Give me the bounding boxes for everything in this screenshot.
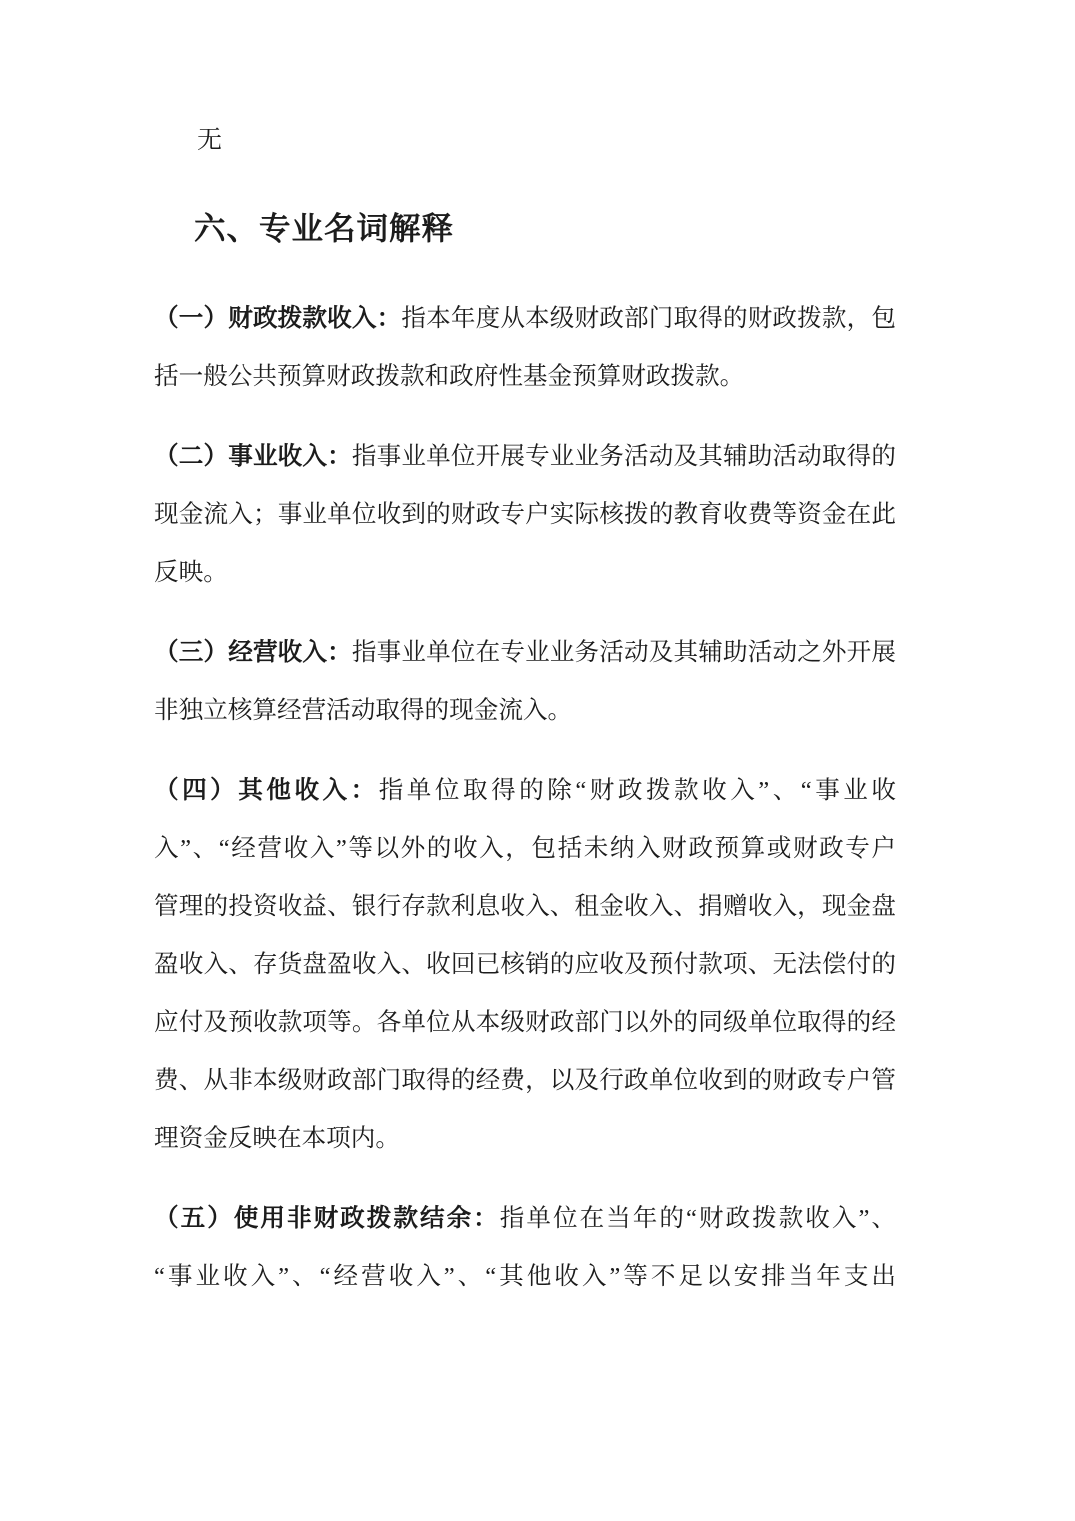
definition-term: （三）经营收入： <box>154 639 352 666</box>
text-line: （四）其他收入：指单位取得的除“财政拨款收入”、“事业收 <box>154 777 896 804</box>
definition-paragraph <box>154 624 896 740</box>
text-line: （三）经营收入：指事业单位在专业业务活动及其辅助活动之外开展 <box>154 639 896 666</box>
text-line: 括一般公共预算财政拨款和政府性基金预算财政拨款。 <box>154 363 745 390</box>
definition-term: （五）使用非财政拨款结余： <box>154 1205 500 1232</box>
text-line: 盈收入、存货盘盈收入、收回已核销的应收及预付款项、无法偿付的 <box>154 951 896 978</box>
text-line: 理资金反映在本项内。 <box>154 1125 400 1152</box>
text-line: 现金流入；事业单位收到的财政专户实际核拨的教育收费等资金在此 <box>154 501 896 528</box>
definition-term: （二）事业收入： <box>154 443 352 470</box>
text-line: 费、从非本级财政部门取得的经费，以及行政单位收到的财政专户管 <box>154 1067 896 1094</box>
text-line: 管理的投资收益、银行存款利息收入、租金收入、捐赠收入，现金盘 <box>154 893 896 920</box>
document-body <box>154 0 896 1306</box>
text-line: 非独立核算经营活动取得的现金流入。 <box>154 697 573 724</box>
section-heading: 六、专业名词解释 <box>194 211 455 246</box>
terminology-definitions <box>154 290 896 1306</box>
text-line: “事业收入”、“经营收入”、“其他收入”等不足以安排当年支出 <box>154 1263 896 1290</box>
text-line: （五）使用非财政拨款结余：指单位在当年的“财政拨款收入”、 <box>154 1205 896 1232</box>
text-line: （二）事业收入：指事业单位开展专业业务活动及其辅助活动取得的 <box>154 443 896 470</box>
definition-paragraph <box>154 762 896 1168</box>
definition-paragraph <box>154 290 896 406</box>
text-line: （一）财政拨款收入：指本年度从本级财政部门取得的财政拨款，包 <box>154 305 896 332</box>
definition-paragraph <box>154 428 896 602</box>
definition-term: （一）财政拨款收入： <box>154 305 402 332</box>
text-line: 应付及预收款项等。各单位从本级财政部门以外的同级单位取得的经 <box>154 1009 896 1036</box>
definition-term: （四）其他收入： <box>154 777 379 804</box>
text-line: 入”、“经营收入”等以外的收入，包括未纳入财政预算或财政专户 <box>154 835 896 862</box>
no-content-text: 无 <box>197 127 223 154</box>
text-line: 反映。 <box>154 559 228 586</box>
definition-paragraph <box>154 1190 896 1306</box>
